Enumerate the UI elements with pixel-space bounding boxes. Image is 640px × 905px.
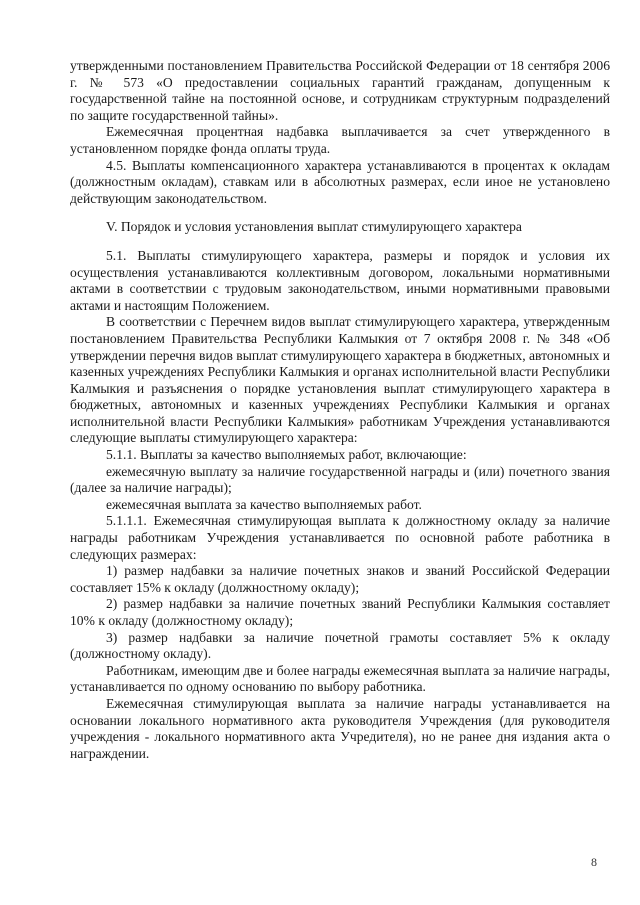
paragraph-award-payment: ежемесячную выплату за наличие государственной награды и (или) почетного звания (далее за наличие награды); — [70, 463, 610, 496]
document-page — [70, 58, 610, 762]
page-number: 8 — [591, 855, 597, 869]
paragraph-quality-payment: ежемесячная выплата за качество выполняемых работ. — [106, 496, 422, 512]
paragraph-5-1-1-1: 5.1.1.1. Ежемесячная стимулирующая выплата к должностному окладу за наличие награды работникам Учреждения устанавливается по основной работе работника в следующих размерах: — [70, 513, 610, 562]
paragraph-multiple-awards: Работникам, имеющим две и более награды ежемесячная выплата за наличие награды, устанавливается по одному основанию по выбору работника. — [70, 662, 610, 695]
paragraph-list-of-payments: В соответствии с Перечнем видов выплат стимулирующего характера, утвержденным постановлением Правительства Республики Калмыкия от 7 октября 2008 г. № 348 «Об утверждении перечня видов выплат стимулирующего характера в бюджетных, автономных и казенных учреждениях Республики Калмыкия и органах исполнительной власти Республики Калмыкия и разъяснения о порядке установления выплат стимулирующего характера в бюджетных, автономных и казенных учреждениях Республики Калмыкия и органах исполнительной власти Республики Калмыкия» работникам Учреждения устанавливаются следующие выплаты стимулирующего характера: — [70, 314, 610, 446]
list-item-2: 2) размер надбавки за наличие почетных званий Республики Калмыкия составляет 10% к окладу (должностному окладу); — [70, 596, 610, 628]
paragraph-5-1-1: 5.1.1. Выплаты за качество выполняемых работ, включающие: — [106, 447, 467, 463]
paragraph-continued-decree: утвержденными постановлением Правительства Российской Федерации от 18 сентября 2006 г. № 573 «О предоставлении социальных гарантий гражданам, допущенным к государственной тайне на постоянной основе, и сотрудникам структурным подразделений по защите государственной тайны». — [70, 58, 610, 123]
section-heading-v: V. Порядок и условия установления выплат стимулирующего характера — [106, 219, 522, 235]
paragraph-basis: Ежемесячная стимулирующая выплата за наличие награды устанавливается на основании локального нормативного акта руководителя Учреждения (для руководителя учреждения - локального нормативного акта Учредителя), но не ранее дня издания акта о награждении. — [70, 695, 610, 761]
list-item-3: 3) размер надбавки за наличие почетной грамоты составляет 5% к окладу (должностному окладу). — [70, 629, 610, 662]
list-item-1: 1) размер надбавки за наличие почетных знаков и званий Российской Федерации составляет 15% к окладу (должностному окладу); — [70, 563, 610, 595]
paragraph-monthly-allowance: Ежемесячная процентная надбавка выплачивается за счет утвержденного в установленном порядке фонда оплаты труда. — [70, 124, 610, 156]
paragraph-4-5: 4.5. Выплаты компенсационного характера устанавливаются в процентах к окладам (должностным окладам), ставкам или в абсолютных размерах, если иное не установлено действующим законодательством. — [70, 157, 610, 206]
paragraph-5-1: 5.1. Выплаты стимулирующего характера, размеры и порядок и условия их осуществления устанавливаются коллективным договором, локальными нормативными актами в соответствии с трудовым законодательством, иными нормативными правовыми актами и настоящим Положением. — [70, 247, 610, 313]
